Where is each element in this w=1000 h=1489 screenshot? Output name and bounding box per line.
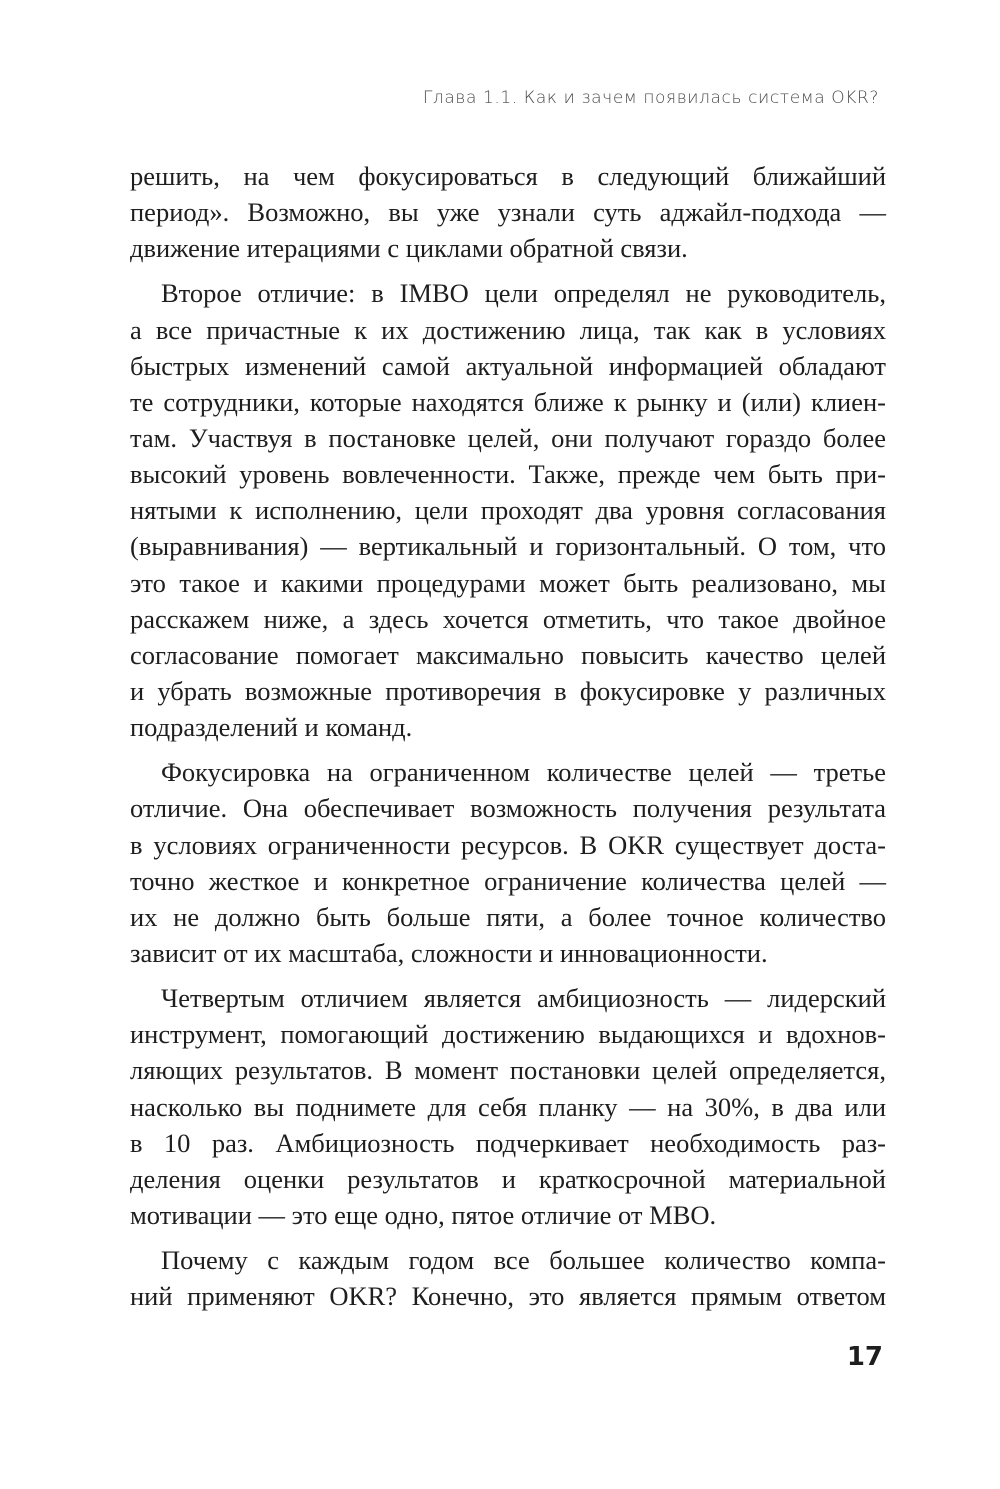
text-line: и убрать возможные противоречия в фокусировке у различных xyxy=(130,675,886,706)
text-line: там. Участвуя в постановке целей, они получают гораздо более xyxy=(130,422,886,453)
body-text xyxy=(130,158,886,1314)
text-line: отличие. Она обеспечивает возможность получения результата xyxy=(130,793,886,824)
running-header: Глава 1.1. Как и зачем появилась система OKR? xyxy=(422,88,879,108)
paragraph xyxy=(130,980,886,1233)
page-number: 17 xyxy=(846,1342,883,1372)
text-line: подразделений и команд. xyxy=(130,712,413,743)
text-line: инструмент, помогающий достижению выдающихся и вдохнов- xyxy=(130,1019,886,1050)
text-line: в условиях ограниченности ресурсов. В OKR существует доста- xyxy=(130,829,886,860)
text-line: согласование помогает максимально повысить качество целей xyxy=(130,639,886,670)
paragraph xyxy=(130,754,886,971)
text-line: в 10 раз. Амбициозность подчеркивает необходимость раз- xyxy=(130,1127,886,1158)
paragraph xyxy=(130,1242,886,1314)
text-line: быстрых изменений самой актуальной информацией обладают xyxy=(130,350,886,381)
text-line: ляющих результатов. В момент постановки целей определяется, xyxy=(130,1055,886,1086)
text-line: зависит от их масштаба, сложности и инновационности. xyxy=(130,937,768,968)
paragraph xyxy=(130,158,886,266)
paragraph xyxy=(130,275,886,745)
text-line: а все причастные к их достижению лица, так как в условиях xyxy=(130,314,886,345)
text-line: расскажем ниже, а здесь хочется отметить, что такое двойное xyxy=(130,603,886,634)
text-line: Второе отличие: в IMBO цели определял не руководитель, xyxy=(161,278,886,309)
text-line: период». Возможно, вы уже узнали суть аджайл-подхода — xyxy=(130,197,886,228)
text-line: мотивации — это еще одно, пятое отличие от MBO. xyxy=(130,1199,717,1230)
text-line: это такое и какими процедурами может быть реализовано, мы xyxy=(130,567,886,598)
text-line: Фокусировка на ограниченном количестве целей — третье xyxy=(161,757,886,788)
text-line: движение итерациями с циклами обратной связи. xyxy=(130,233,688,264)
text-line: их не должно быть больше пяти, а более точное количество xyxy=(130,901,886,932)
text-line: те сотрудники, которые находятся ближе к рынку и (или) клиен- xyxy=(130,386,886,417)
text-line: нятыми к исполнению, цели проходят два уровня согласования xyxy=(130,495,886,526)
text-line: насколько вы поднимете для себя планку — на 30%, в два или xyxy=(130,1091,886,1122)
text-line: решить, на чем фокусироваться в следующий ближайший xyxy=(130,161,886,191)
text-line: (выравнивания) — вертикальный и горизонтальный. О том, что xyxy=(130,531,886,562)
text-line: точно жесткое и конкретное ограничение количества целей — xyxy=(130,865,886,896)
text-line: деления оценки результатов и краткосрочной материальной xyxy=(130,1163,886,1194)
text-line: Четвертым отличием является амбициозность — лидерский xyxy=(161,983,886,1014)
text-line: ний применяют OKR? Конечно, это является прямым ответом xyxy=(130,1281,886,1312)
text-line: Почему с каждым годом все большее количество компа- xyxy=(161,1245,886,1276)
text-line: высокий уровень вовлеченности. Также, прежде чем быть при- xyxy=(130,459,886,490)
